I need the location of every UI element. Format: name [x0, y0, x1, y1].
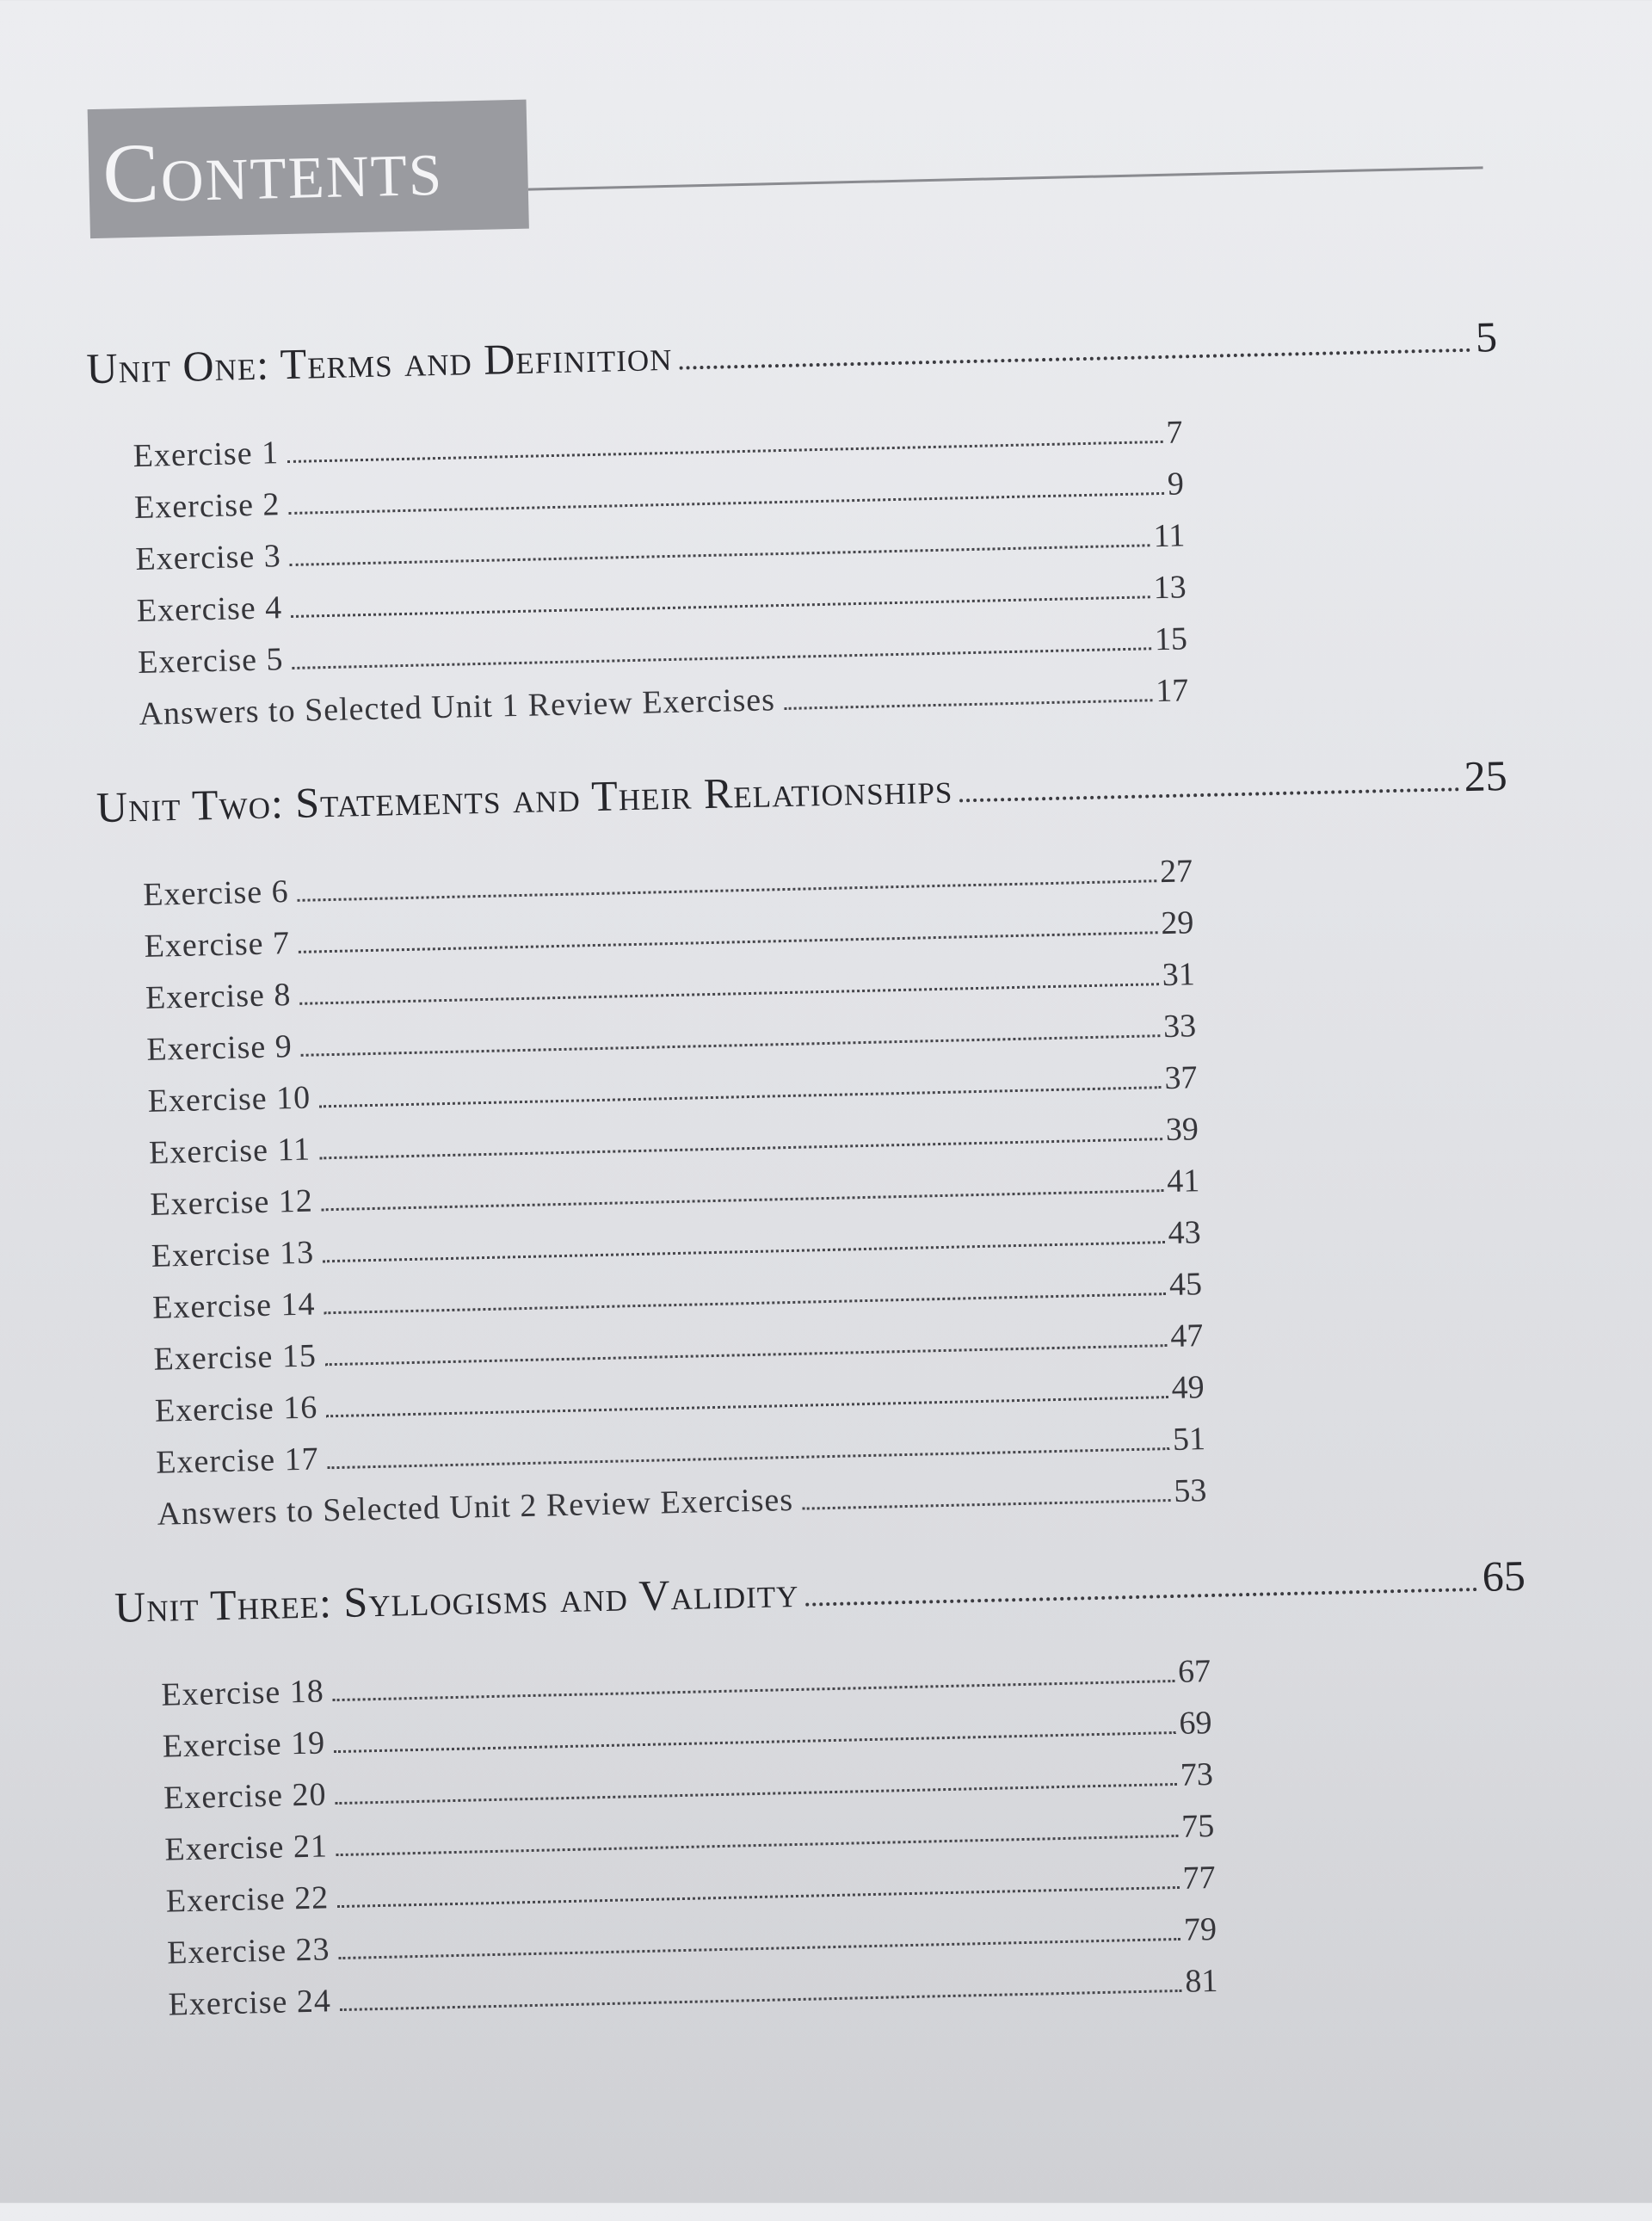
entry-label: Exercise 13 — [151, 1234, 315, 1274]
entry-page-number: 53 — [1173, 1472, 1207, 1509]
unit-heading-row — [114, 1551, 1526, 1662]
entry-page-number: 77 — [1182, 1859, 1217, 1897]
dot-leader — [287, 441, 1162, 463]
entry-label: Exercise 11 — [148, 1131, 311, 1171]
dot-leader — [290, 544, 1150, 566]
dot-leader — [334, 1731, 1176, 1753]
entry-page-number: 81 — [1184, 1962, 1218, 2000]
dot-leader — [301, 1034, 1160, 1057]
entry-page-number: 39 — [1165, 1111, 1199, 1149]
entry-page-number: 17 — [1155, 672, 1189, 710]
entry-page-number: 13 — [1153, 569, 1187, 607]
entry-label: Exercise 22 — [165, 1879, 330, 1920]
entry-page-number: 31 — [1162, 956, 1196, 994]
entry-page-number: 51 — [1172, 1421, 1206, 1458]
entry-page-number: 11 — [1153, 517, 1186, 555]
unit-title: Unit One: Terms and Definition — [85, 330, 673, 393]
entry-page-number: 69 — [1179, 1705, 1212, 1742]
entry-label: Exercise 23 — [166, 1931, 330, 1971]
entry-label: Exercise 10 — [147, 1079, 311, 1120]
entry-list — [133, 413, 1189, 747]
entry-label: Exercise 24 — [168, 1983, 332, 2023]
dot-leader — [298, 879, 1156, 902]
dot-leader — [784, 699, 1152, 710]
entry-label: Answers to Selected Unit 2 Review Exercises — [157, 1481, 794, 1533]
table-of-contents — [86, 312, 1536, 2073]
unit-section — [86, 312, 1506, 748]
entry-page-number: 33 — [1162, 1008, 1197, 1046]
dot-leader — [337, 1886, 1180, 1908]
entry-label: Exercise 20 — [163, 1776, 327, 1817]
entry-label: Exercise 6 — [142, 873, 290, 913]
entry-page-number: 43 — [1168, 1214, 1202, 1252]
unit-page-number: 65 — [1482, 1551, 1526, 1601]
entry-page-number: 15 — [1154, 620, 1188, 658]
unit-heading-row — [96, 750, 1508, 861]
entry-label: Exercise 5 — [137, 641, 284, 682]
dot-leader — [299, 931, 1157, 953]
entry-label: Exercise 21 — [164, 1828, 329, 1868]
entry-page-number: 29 — [1160, 904, 1194, 942]
unit-heading-row — [86, 312, 1499, 423]
dot-leader — [806, 1588, 1478, 1607]
entry-label: Exercise 12 — [150, 1182, 314, 1223]
unit-page-number: 25 — [1463, 750, 1508, 801]
unit-section — [114, 1551, 1535, 2039]
entry-page-number: 79 — [1183, 1910, 1217, 1948]
dot-leader — [802, 1499, 1170, 1510]
dot-leader — [336, 1783, 1178, 1805]
unit-page-number: 5 — [1475, 312, 1498, 361]
entry-page-number: 41 — [1166, 1163, 1200, 1200]
entry-label: Exercise 18 — [160, 1673, 325, 1713]
dot-leader — [326, 1396, 1168, 1417]
entry-page-number: 9 — [1167, 466, 1185, 503]
entry-label: Exercise 14 — [151, 1286, 316, 1326]
dot-leader — [319, 1086, 1162, 1107]
unit-section — [96, 750, 1524, 1548]
entry-label: Exercise 17 — [155, 1441, 320, 1481]
entry-page-number: 73 — [1180, 1756, 1214, 1793]
dot-leader — [340, 1990, 1182, 2011]
entry-page-number: 47 — [1169, 1317, 1204, 1354]
header-rule — [528, 166, 1483, 190]
dot-leader — [339, 1938, 1181, 1959]
unit-title: Unit Two: Statements and Their Relationships — [96, 763, 953, 832]
entry-label: Exercise 7 — [144, 925, 291, 965]
entry-page-number: 7 — [1165, 414, 1183, 451]
entry-list — [143, 852, 1207, 1546]
dot-leader — [960, 787, 1459, 802]
dot-leader — [319, 1138, 1162, 1159]
dot-leader — [322, 1189, 1164, 1211]
entry-page-number: 67 — [1177, 1653, 1211, 1690]
dot-leader — [300, 983, 1159, 1005]
entry-label: Answers to Selected Unit 1 Review Exercises — [139, 682, 776, 732]
dot-leader — [293, 647, 1151, 669]
dot-leader — [325, 1344, 1168, 1366]
unit-title: Unit Three: Syllogisms and Validity — [114, 1567, 799, 1632]
entry-label: Exercise 8 — [145, 977, 292, 1016]
entry-label: Exercise 4 — [136, 589, 283, 630]
entry-label: Exercise 3 — [135, 538, 282, 578]
dot-leader — [336, 1835, 1179, 1856]
page-title: Contents — [102, 120, 445, 221]
entry-label: Exercise 9 — [145, 1028, 293, 1068]
contents-header — [88, 77, 1484, 247]
dot-leader — [333, 1680, 1175, 1701]
dot-leader — [323, 1241, 1165, 1262]
entry-list — [161, 1652, 1218, 2038]
contents-header-box — [88, 100, 529, 239]
dot-leader — [328, 1447, 1170, 1469]
entry-page-number: 45 — [1168, 1266, 1203, 1303]
entry-page-number: 37 — [1164, 1059, 1198, 1097]
dot-leader — [680, 349, 1471, 370]
dot-leader — [324, 1292, 1167, 1314]
dot-leader — [289, 492, 1164, 515]
entry-label: Exercise 1 — [133, 435, 280, 475]
entry-label: Exercise 16 — [154, 1389, 318, 1429]
entry-label: Exercise 19 — [162, 1724, 326, 1765]
entry-page-number: 75 — [1180, 1807, 1215, 1845]
entry-page-number: 27 — [1159, 853, 1193, 891]
entry-label: Exercise 15 — [153, 1337, 317, 1378]
entry-label: Exercise 2 — [133, 486, 280, 527]
dot-leader — [291, 595, 1150, 618]
entry-page-number: 49 — [1171, 1369, 1205, 1406]
